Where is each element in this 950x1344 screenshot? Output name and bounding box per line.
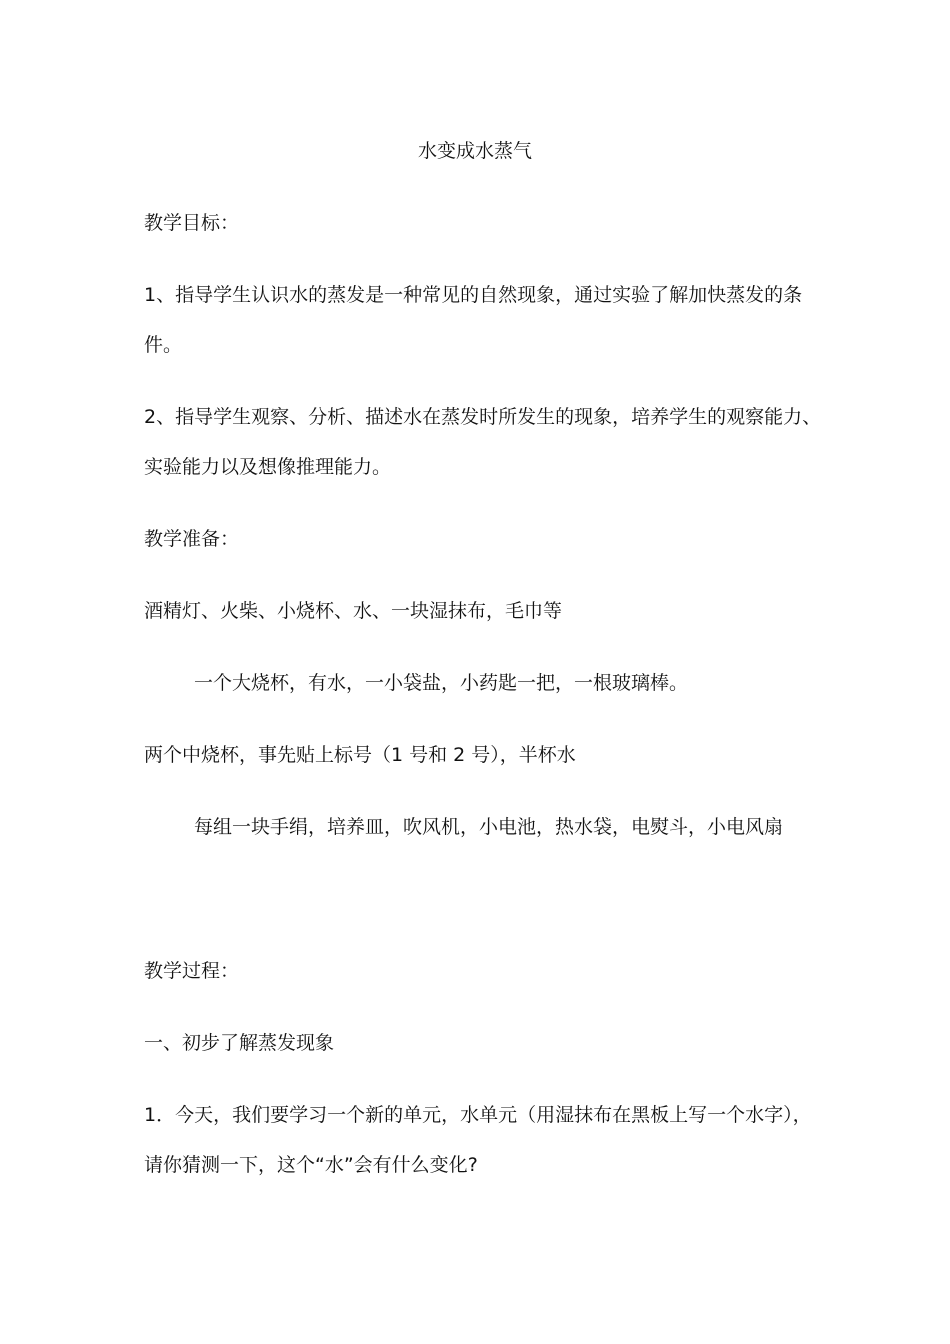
- document-title: 水变成水蒸气: [417, 140, 532, 162]
- step-1-line-2: 请你猜测一下，这个“水”会有什么变化?: [144, 1154, 478, 1176]
- section-1-heading: 一、初步了解蒸发现象: [144, 1032, 335, 1054]
- preparation-heading: 教学准备：: [144, 528, 240, 550]
- materials-line-1: 酒精灯、火柴、小烧杯、水、一块湿抹布，毛巾等: [144, 600, 563, 622]
- goal-2-line-1: 2、指导学生观察、分析、描述水在蒸发时所发生的现象，培养学生的观察能力、: [144, 406, 822, 428]
- process-heading: 教学过程：: [144, 960, 240, 982]
- materials-line-2: 一个大烧杯，有水，一小袋盐，小药匙一把，一根玻璃棒。: [194, 672, 689, 694]
- goal-2-line-2: 实验能力以及想像推理能力。: [144, 456, 392, 478]
- step-1-line-1: 1．今天，我们要学习一个新的单元，水单元（用湿抹布在黑板上写一个水字），: [144, 1104, 812, 1126]
- materials-line-4: 每组一块手绢，培养皿，吹风机，小电池，热水袋，电熨斗，小电风扇: [194, 816, 784, 838]
- teaching-goals-heading: 教学目标：: [144, 212, 240, 234]
- goal-1-line-2: 件。: [144, 334, 183, 356]
- goal-1-line-1: 1、指导学生认识水的蒸发是一种常见的自然现象，通过实验了解加快蒸发的条: [144, 284, 803, 306]
- materials-line-3: 两个中烧杯，事先贴上标号（1 号和 2 号），半杯水: [144, 744, 576, 766]
